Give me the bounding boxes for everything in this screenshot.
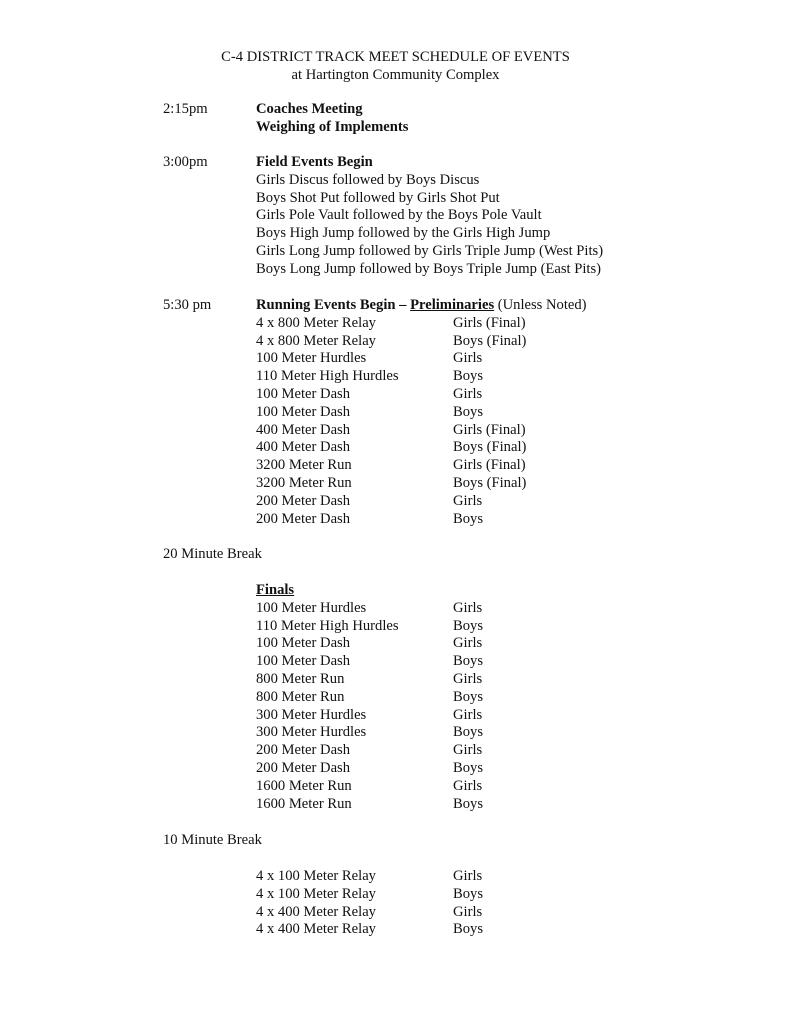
event-division: Girls (453, 777, 483, 794)
event-name: 200 Meter Dash (256, 742, 351, 759)
event-division: Girls (453, 635, 483, 652)
event-division: Boys (Final) (453, 439, 527, 456)
event-division: Girls (Final) (453, 421, 526, 438)
event-division: Boys (453, 368, 484, 385)
event-row (163, 886, 763, 904)
event-row (163, 457, 763, 475)
event-name: 400 Meter Dash (256, 439, 351, 456)
event-row (163, 635, 763, 653)
event-name: 1600 Meter Run (256, 795, 352, 812)
event-name: 3200 Meter Run (256, 457, 352, 474)
event-name: 400 Meter Dash (256, 421, 351, 438)
event-division: Girls (453, 706, 483, 723)
event-row (163, 796, 763, 814)
block-time: 5:30 pm (163, 297, 212, 313)
event-row (163, 511, 763, 529)
event-division: Boys (453, 688, 484, 705)
event-row (163, 707, 763, 725)
block-finals (163, 582, 763, 813)
event-name: 800 Meter Run (256, 688, 345, 705)
event-name: 4 x 100 Meter Relay (256, 868, 376, 884)
event-row (163, 653, 763, 671)
event-row (163, 778, 763, 796)
event-division: Boys (453, 617, 484, 634)
block-item: Coaches Meeting (256, 101, 363, 117)
event-name: 800 Meter Run (256, 670, 345, 687)
event-division: Girls (453, 599, 483, 616)
event-name: 200 Meter Dash (256, 759, 351, 776)
break-label: 20 Minute Break (163, 546, 262, 562)
block-heading (256, 297, 587, 315)
event-division: Boys (453, 921, 484, 938)
event-row (163, 404, 763, 422)
block-time: 2:15pm (163, 101, 208, 117)
event-name: 110 Meter High Hurdles (256, 368, 399, 385)
block-running-prelims (163, 297, 763, 528)
finals-event-list (163, 600, 763, 814)
event-division: Boys (Final) (453, 474, 527, 491)
event-name: 4 x 800 Meter Relay (256, 314, 376, 331)
event-row (163, 618, 763, 636)
event-division: Boys (Final) (453, 332, 527, 349)
event-row (163, 689, 763, 707)
event-name: 100 Meter Dash (256, 635, 351, 652)
event-division: Boys (453, 885, 484, 902)
event-row (163, 333, 763, 351)
field-event-item: Boys Long Jump followed by Boys Triple Jump (East Pits) (256, 260, 602, 277)
event-row (163, 368, 763, 386)
event-row (163, 475, 763, 493)
document-subtitle: at Hartington Community Complex (291, 66, 500, 83)
event-row (163, 868, 763, 886)
document-header (0, 49, 791, 85)
field-event-item: Girls Discus followed by Boys Discus (256, 171, 480, 188)
event-name: 200 Meter Dash (256, 510, 351, 527)
event-division: Girls (453, 350, 483, 367)
event-row (163, 671, 763, 689)
field-event-item: Girls Pole Vault followed by the Boys Pole Vault (256, 207, 542, 224)
event-name: 4 x 800 Meter Relay (256, 332, 376, 349)
event-row (163, 921, 763, 939)
event-division: Girls (453, 868, 483, 884)
block-heading: Field Events Begin (256, 154, 373, 170)
event-name: 4 x 400 Meter Relay (256, 921, 376, 938)
event-name: 300 Meter Hurdles (256, 706, 367, 723)
event-name: 4 x 400 Meter Relay (256, 903, 376, 920)
event-name: 3200 Meter Run (256, 474, 352, 491)
block-field-events (163, 154, 763, 279)
heading-note: (Unless Noted) (494, 297, 587, 313)
event-division: Girls (453, 385, 483, 402)
event-name: 100 Meter Hurdles (256, 350, 367, 367)
block-coaches-meeting (163, 101, 763, 137)
field-event-item: Boys Shot Put followed by Girls Shot Put (256, 189, 500, 206)
event-row (163, 760, 763, 778)
event-row (163, 315, 763, 333)
event-name: 200 Meter Dash (256, 492, 351, 509)
document-title: C-4 DISTRICT TRACK MEET SCHEDULE OF EVENTS (221, 49, 570, 65)
event-division: Boys (453, 724, 484, 741)
event-division: Boys (453, 510, 484, 527)
event-row (163, 742, 763, 760)
event-division: Girls (Final) (453, 314, 526, 331)
event-division: Boys (453, 653, 484, 670)
event-row (163, 439, 763, 457)
event-name: 300 Meter Hurdles (256, 724, 367, 741)
event-row (163, 493, 763, 511)
heading-bold-part: Running Events Begin – (256, 297, 411, 313)
block-time: 3:00pm (163, 154, 208, 170)
event-name: 100 Meter Dash (256, 653, 351, 670)
event-division: Girls (453, 903, 483, 920)
event-name: 100 Meter Dash (256, 403, 351, 420)
event-row (163, 386, 763, 404)
event-name: 100 Meter Hurdles (256, 599, 367, 616)
event-division: Boys (453, 403, 484, 420)
event-name: 110 Meter High Hurdles (256, 617, 399, 634)
event-division: Boys (453, 795, 484, 812)
break-label: 10 Minute Break (163, 832, 262, 848)
event-division: Girls (453, 670, 483, 687)
relay-event-list (163, 868, 763, 939)
heading-underlined-part: Preliminaries (410, 297, 495, 313)
event-row (163, 904, 763, 922)
field-event-item: Boys High Jump followed by the Girls High Jump (256, 225, 551, 242)
event-row (163, 422, 763, 440)
event-row (163, 600, 763, 618)
block-item: Weighing of Implements (256, 118, 409, 135)
field-event-item: Girls Long Jump followed by Girls Triple Jump (West Pits) (256, 242, 604, 259)
event-division: Girls (Final) (453, 457, 526, 474)
event-row (163, 724, 763, 742)
event-name: 100 Meter Dash (256, 385, 351, 402)
event-name: 1600 Meter Run (256, 777, 352, 794)
event-division: Girls (453, 492, 483, 509)
event-division: Boys (453, 759, 484, 776)
prelim-event-list (163, 315, 763, 529)
event-row (163, 350, 763, 368)
block-relays (163, 868, 763, 939)
finals-heading: Finals (256, 582, 295, 598)
event-division: Girls (453, 742, 483, 759)
event-name: 4 x 100 Meter Relay (256, 885, 376, 902)
